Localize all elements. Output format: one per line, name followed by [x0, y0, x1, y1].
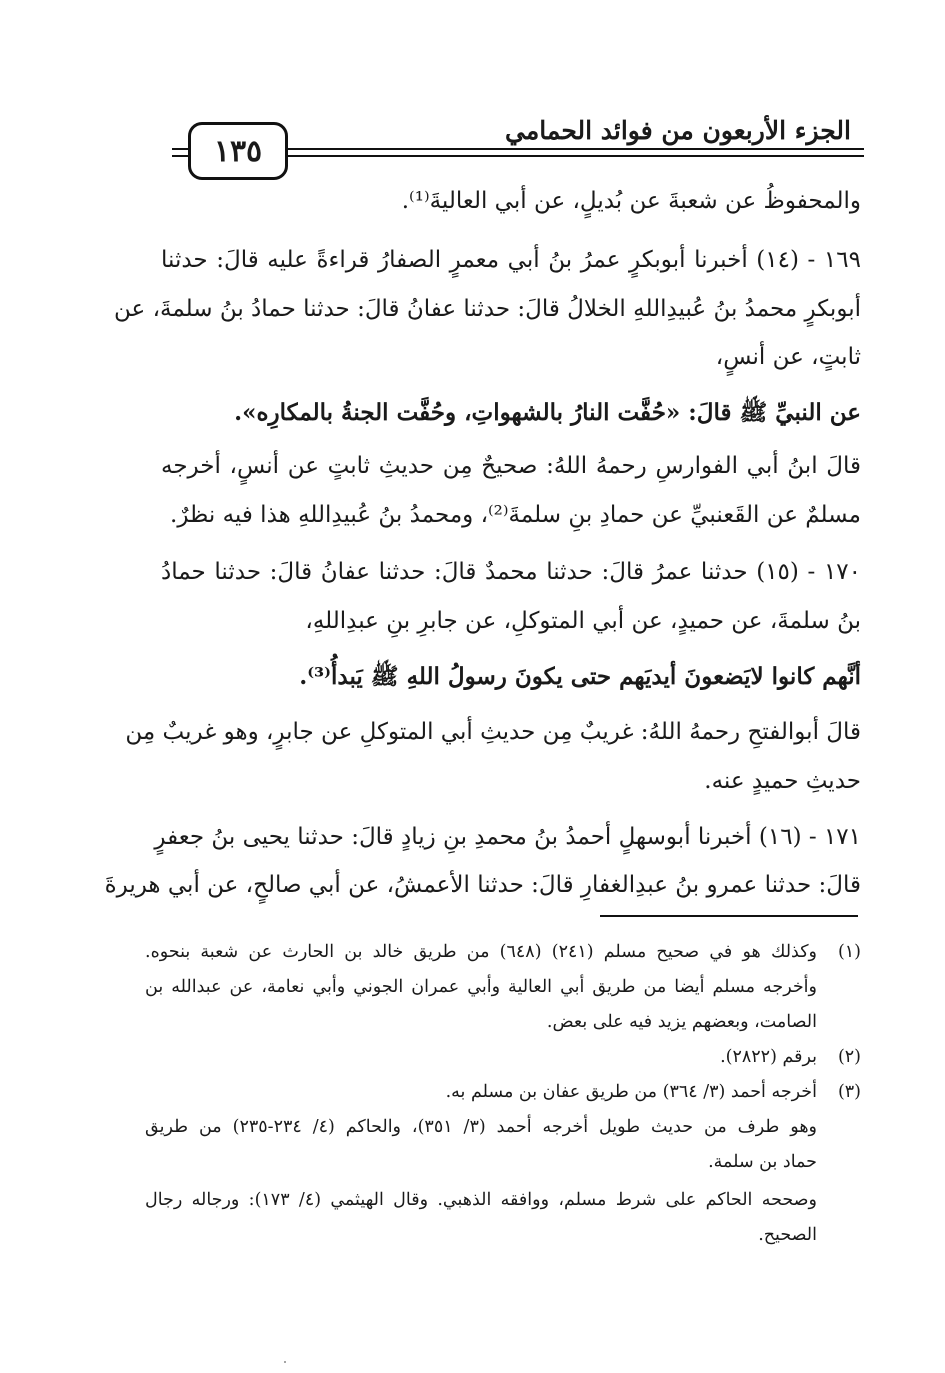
footnote-line: وهو طرف من حديث طويل أخرجه أحمد (٣/ ٣٥١)، والحاكم (٤/ ٢٣٤-٢٣٥) من طريق [145, 1117, 817, 1137]
body-line: قالَ أبوالفتحِ رحمهُ اللهُ: غريبٌ مِن حديثِ أبي المتوكلِ عن جابرٍ، وهو غريبٌ مِن [125, 719, 861, 745]
footnote-line: برقم (٢٨٢٢). [720, 1047, 817, 1067]
footnote-line: حماد بن سلمة. [708, 1152, 817, 1172]
body-line: قالَ: حدثنا عمرو بنُ عبدِالغفارِ قالَ: حدثنا الأعمشُ، عن أبي صالحٍ، عن أبي هريرةَ [104, 872, 861, 898]
body-line: قالَ ابنُ أبي الفوارسِ رحمهُ اللهُ: صحيحٌ مِن حديثِ ثابتٍ عن أنسٍ، أخرجه [161, 453, 861, 479]
body-line: ١٧١ - (١٦) أخبرنا أبوسهلٍ أحمدُ بنُ محمدِ بنِ زيادٍ قالَ: حدثنا يحيى بنُ جعفرٍ [154, 824, 861, 850]
running-title: الجزء الأربعون من فوائد الحمامي [495, 116, 861, 145]
footnote-number: (١) [837, 942, 861, 962]
body-line: ثابتٍ، عن أنسٍ، [715, 344, 861, 370]
body-line: ١٧٠ - (١٥) حدثنا عمرُ قالَ: حدثنا محمدٌ قالَ: حدثنا عفانُ قالَ: حدثنا حمادُ [161, 559, 861, 585]
body-line: بنُ سلمةَ، عن حميدٍ، عن أبي المتوكلِ، عن جابرِ بنِ عبدِاللهِ، [305, 608, 861, 634]
page-number: ١٣٥ [188, 122, 288, 180]
footnote-line: الصامت، وبعضهم يزيد فيه على بعض. [546, 1012, 817, 1032]
footnote-line: وأخرجه مسلم أيضا من طريق أبي العالية وأبي عمران الجوني وأبي نعامة، عن عبدالله بن [145, 977, 817, 997]
hadith-text: عن النبيِّ ﷺ قالَ: «حُفَّت النارُ بالشهواتِ، وحُفَّت الجنةُ بالمكارِه». [234, 399, 861, 426]
hadith-text: أنَّهم كانوا لايَضعونَ أيديَهم حتى يكونَ رسولُ اللهِ ﷺ يَبدأُ⁽³⁾. [299, 663, 861, 690]
body-line: والمحفوظُ عن شعبةَ عن بُديلٍ، عن أبي العاليةَ⁽¹⁾. [401, 188, 861, 214]
footnote-line: وصححه الحاكم على شرط مسلم، ووافقه الذهبي. وقال الهيثمي (٤/ ١٧٣): ورجاله رجال [145, 1190, 817, 1210]
body-line: أبوبكرٍ محمدُ بنُ عُبيدِاللهِ الخلالُ قالَ: حدثنا عفانُ قالَ: حدثنا حمادُ بنُ سلمةَ، عن [114, 296, 861, 322]
footnote-number: (٣) [837, 1082, 861, 1102]
speck-mark [284, 1361, 286, 1363]
body-line: ١٦٩ - (١٤) أخبرنا أبوبكرٍ عمرُ بنُ أبي معمرٍ الصفارُ قراءةً عليه قالَ: حدثنا [161, 247, 861, 273]
footnote-line: الصحيح. [758, 1225, 817, 1245]
footnote-line: وكذلك هو في صحيح مسلم (٢٤١) (٦٤٨) من طريق خالد بن الحارث عن شعبة بنحوه. [145, 942, 817, 962]
footnote-line: أخرجه أحمد (٣/ ٣٦٤) من طريق عفان بن مسلم به. [445, 1082, 817, 1102]
footnote-divider [600, 915, 858, 917]
body-line: حديثِ حميدٍ عنه. [704, 768, 861, 794]
footnote-number: (٢) [837, 1047, 861, 1067]
body-line: مسلمٌ عن القَعنبيِّ عن حمادِ بنِ سلمةَ⁽²⁾، ومحمدُ بنُ عُبيدِاللهِ هذا فيه نظرٌ. [170, 502, 861, 528]
